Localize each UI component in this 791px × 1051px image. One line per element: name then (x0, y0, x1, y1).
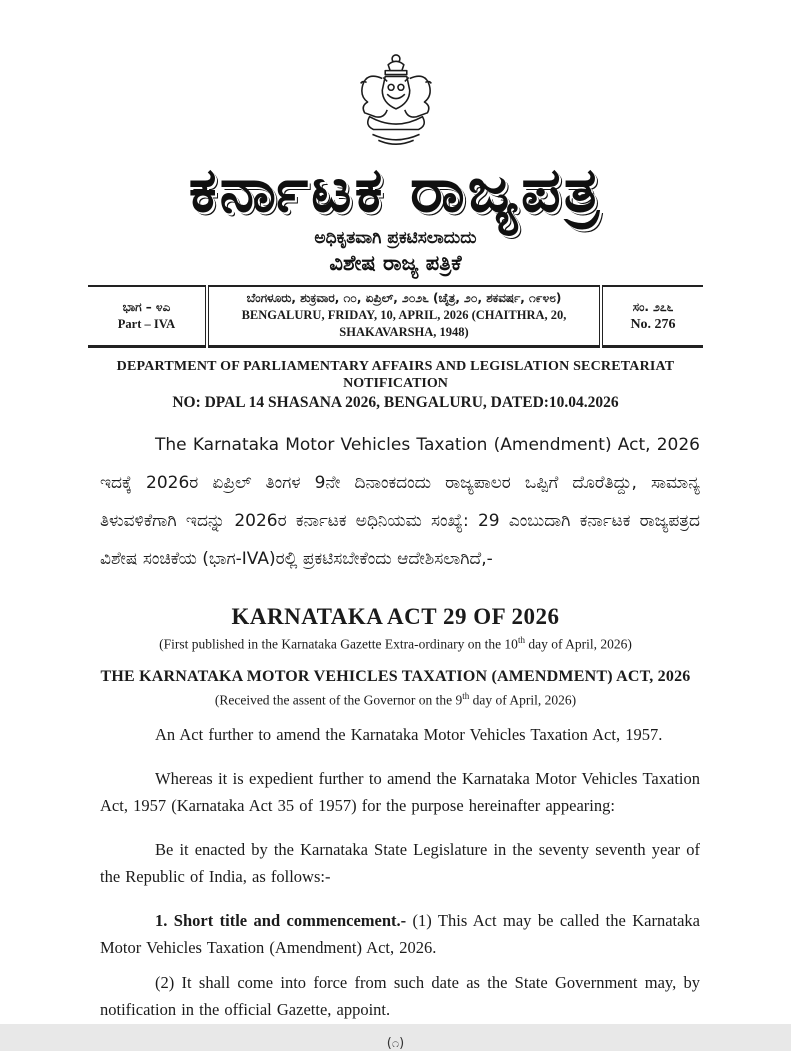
issue-number-english: No. 276 (630, 316, 676, 332)
department-name: DEPARTMENT OF PARLIAMENTARY AFFAIRS AND LEGISLATION SECRETARIAT (116, 359, 675, 375)
issue-info-row (88, 286, 703, 347)
section-1-paragraph (100, 907, 700, 961)
assent-ordinal: th (462, 690, 470, 701)
dateline-cell (207, 286, 601, 347)
act-title: THE KARNATAKA MOTOR VEHICLES TAXATION (AMENDMENT) ACT, 2026 (100, 667, 691, 685)
issue-number-kannada: ಸಂ. ೨೭೬ (632, 299, 674, 314)
karnataka-state-emblem-icon (352, 52, 440, 154)
assent-prefix: (Received the assent of the Governor on the 9 (214, 692, 463, 708)
act-purpose-paragraph: An Act further to amend the Karnataka Motor Vehicles Taxation Act, 1957. (155, 725, 663, 745)
masthead-emblem (0, 0, 791, 154)
notification-reference: NO: DPAL 14 SHASANA 2026, BENGALURU, DATED:10.04.2026 (172, 394, 619, 412)
first-published-suffix: day of April, 2026) (524, 636, 632, 652)
part-cell (88, 286, 207, 347)
part-label-english: Part – IVA (117, 316, 176, 331)
section-1-text: (1) This Act may be called the Karnataka Motor Vehicles Taxation (Amendment) Act, 2026. (100, 911, 700, 958)
act-number-heading: KARNATAKA ACT 29 OF 2026 (231, 604, 560, 630)
gazette-subtitle-special: ವಿಶೇಷ ರಾಜ್ಯ ಪತ್ರಿಕೆ (329, 251, 462, 276)
gazette-title: ಕರ್ನಾಟಕ ರಾಜ್ಯಪತ್ರ (188, 153, 603, 226)
dateline-kannada: ಬೆಂಗಳೂರು, ಶುಕ್ರವಾರ, ೧೦, ಏಪ್ರಿಲ್, ೨೦೨೬ (ಚೈತ್ರ, ೨೦, ಶಕವರ್ಷ, ೧೯೪೮) (246, 291, 562, 306)
section-1-lead: 1. Short title and commencement.- (155, 911, 407, 931)
first-published-prefix: (First published in the Karnataka Gazette Extra-ordinary on the 10 (159, 636, 518, 652)
preamble-enacted-paragraph: Be it enacted by the Karnataka State Legislature in the seventy seventh year of the Republic of India, as follows:- (100, 840, 700, 887)
issue-number-cell (601, 286, 703, 347)
dateline-english: BENGALURU, FRIDAY, 10, APRIL, 2026 (CHAITHRA, 20, SHAKAVARSHA, 1948) (241, 308, 567, 340)
page-number: (೧) (386, 1036, 405, 1051)
gazette-subtitle-official: ಅಧಿಕೃತವಾಗಿ ಪ್ರಕಟಿಸಲಾದುದು (314, 228, 477, 249)
first-published-line (0, 635, 791, 653)
first-published-ordinal: th (517, 635, 525, 646)
part-label-kannada: ಭಾಗ – ೪ಎ (122, 299, 171, 314)
assent-line (0, 691, 791, 709)
issue-info-bar (88, 285, 703, 348)
notification-order-paragraph: The Karnataka Motor Vehicles Taxation (Amendment) Act, 2026 ಇದಕ್ಕೆ 2026ರ ಏಪ್ರಿಲ್ ತಿಂಗಳ 9ನೇ ದಿನಾಂಕದಂದು ರಾಜ್ಯಪಾಲರ ಒಪ್ಪಿಗೆ ದೊರೆತಿದ್ದು, ಸಾಮಾನ್ಯ ತಿಳುವಳಿಕೆಗಾಗಿ ಇದನ್ನು 2026ರ ಕರ್ನಾಟಕ ಅಧಿನಿಯಮ ಸಂಖ್ಯೆ: 29 ಎಂಬುದಾಗಿ ಕರ್ನಾಟಕ ರಾಜ್ಯಪತ್ರದ ವಿಶೇಷ ಸಂಚಿಕೆಯ (ಭಾಗ-IVA)ರಲ್ಲಿ ಪ್ರಕಟಿಸಬೇಕೆಂದು ಆದೇಶಿಸಲಾಗಿದೆ,- (100, 435, 700, 570)
preamble-whereas-paragraph: Whereas it is expedient further to amend the Karnataka Motor Vehicles Taxation Act, 1957 (Karnataka Act 35 of 1957) for the purpose hereinafter appearing: (100, 769, 700, 816)
assent-suffix: day of April, 2026) (469, 692, 577, 708)
section-1-sub2-paragraph: (2) It shall come into force from such date as the State Government may, by notification in the official Gazette, appoint. (100, 973, 700, 1020)
notification-heading: NOTIFICATION (343, 376, 448, 392)
